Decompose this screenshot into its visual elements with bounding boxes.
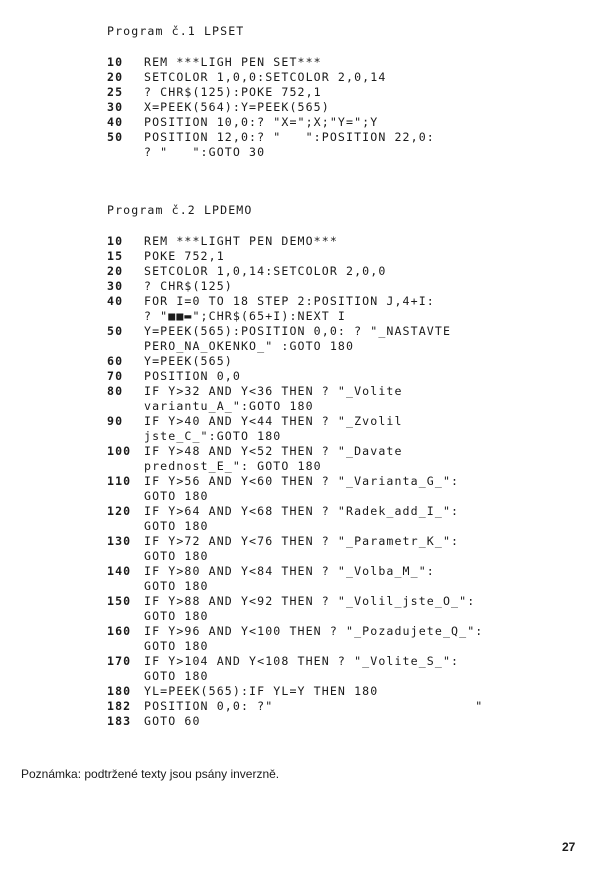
line-number: 100 (107, 444, 132, 458)
line-number: 170 (107, 654, 132, 668)
line-number: 50 (107, 130, 124, 144)
line-code: Y=PEEK(565):POSITION 0,0: ? "_NASTAVTE (144, 324, 452, 338)
line-code: ? CHR$(125) (144, 279, 233, 293)
line-code: IF Y>56 AND Y<60 THEN ? "_Varianta_G_": (144, 474, 460, 488)
code-line (107, 714, 580, 729)
code-line (107, 639, 580, 654)
line-number: 10 (107, 55, 124, 69)
footnote: Poznámka: podtržené texty jsou psány inverzně. (21, 767, 280, 781)
line-number: 20 (107, 70, 124, 84)
code-line (107, 654, 580, 669)
code-line (107, 369, 580, 384)
line-number (107, 579, 144, 594)
code-line (107, 384, 580, 399)
line-code: POSITION 12,0:? " ":POSITION 22,0: (144, 130, 435, 144)
line-number (107, 549, 144, 564)
line-number (107, 339, 144, 354)
code-line (107, 100, 580, 115)
line-code: IF Y>72 AND Y<76 THEN ? "_Parametr_K_": (144, 534, 460, 548)
line-code: variantu_A_":GOTO 180 (144, 399, 314, 413)
line-number (107, 429, 144, 444)
code-line (107, 624, 580, 639)
code-line (107, 324, 580, 339)
line-number (107, 489, 144, 504)
line-code: GOTO 60 (144, 714, 201, 728)
code-line (107, 444, 580, 459)
line-number: 40 (107, 294, 124, 308)
line-code: ? CHR$(125):POKE 752,1 (144, 85, 322, 99)
line-code: GOTO 180 (144, 549, 209, 563)
line-number: 40 (107, 115, 124, 129)
line-code: POSITION 0,0: ?" " (144, 699, 484, 713)
line-number: 160 (107, 624, 132, 638)
line-number (107, 459, 144, 474)
line-code: POSITION 10,0:? "X=";X;"Y=";Y (144, 115, 379, 129)
line-code: jste_C_":GOTO 180 (144, 429, 282, 443)
line-number: 90 (107, 414, 124, 428)
line-number (107, 639, 144, 654)
line-number: 150 (107, 594, 132, 608)
line-number (107, 309, 144, 324)
line-number: 60 (107, 354, 124, 368)
line-number (107, 519, 144, 534)
line-number (107, 145, 144, 160)
code-line (107, 414, 580, 429)
line-number: 120 (107, 504, 132, 518)
code-line (107, 354, 580, 369)
code-line (107, 684, 580, 699)
line-code: IF Y>64 AND Y<68 THEN ? "Radek_add_I_": (144, 504, 460, 518)
code-line (107, 279, 580, 294)
line-code: YL=PEEK(565):IF YL=Y THEN 180 (144, 684, 379, 698)
code-line (107, 249, 580, 264)
code-line (107, 669, 580, 684)
code-line (107, 474, 580, 489)
line-code: PERO_NA_OKENKO_" :GOTO 180 (144, 339, 355, 353)
code-line (107, 70, 580, 85)
line-number: 70 (107, 369, 124, 383)
code-line (107, 579, 580, 594)
line-code: X=PEEK(564):Y=PEEK(565) (144, 100, 330, 114)
line-number: 110 (107, 474, 132, 488)
line-number: 180 (107, 684, 132, 698)
code-line (107, 489, 580, 504)
line-number: 25 (107, 85, 124, 99)
line-code: IF Y>104 AND Y<108 THEN ? "_Volite_S_": (144, 654, 460, 668)
program-2-title: Program č.2 LPDEMO (107, 203, 253, 217)
code-line (107, 459, 580, 474)
line-number: 20 (107, 264, 124, 278)
line-number (107, 609, 144, 624)
line-code: POSITION 0,0 (144, 369, 241, 383)
code-line (107, 564, 580, 579)
line-code: GOTO 180 (144, 489, 209, 503)
line-code: IF Y>48 AND Y<52 THEN ? "_Davate (144, 444, 403, 458)
line-number: 130 (107, 534, 132, 548)
code-line (107, 55, 580, 70)
code-line (107, 519, 580, 534)
code-line (107, 309, 580, 324)
line-code: IF Y>32 AND Y<36 THEN ? "_Volite (144, 384, 403, 398)
line-number: 30 (107, 279, 124, 293)
line-code: REM ***LIGHT PEN DEMO*** (144, 234, 338, 248)
program-1-title: Program č.1 LPSET (107, 24, 245, 38)
code-line (107, 145, 580, 160)
line-number: 10 (107, 234, 124, 248)
line-number: 183 (107, 714, 132, 728)
line-code: ? " ":GOTO 30 (144, 145, 266, 159)
code-line (107, 264, 580, 279)
line-code: GOTO 180 (144, 609, 209, 623)
code-line (107, 504, 580, 519)
page-number: 27 (562, 840, 576, 854)
line-code: prednost_E_": GOTO 180 (144, 459, 322, 473)
code-line (107, 699, 580, 714)
code-line (107, 234, 580, 249)
code-line (107, 534, 580, 549)
line-code: GOTO 180 (144, 669, 209, 683)
code-line (107, 609, 580, 624)
line-code: IF Y>40 AND Y<44 THEN ? "_Zvolil (144, 414, 403, 428)
line-code: IF Y>88 AND Y<92 THEN ? "_Volil_jste_O_": (144, 594, 476, 608)
code-line (107, 429, 580, 444)
line-code: FOR I=0 TO 18 STEP 2:POSITION J,4+I: (144, 294, 435, 308)
line-number: 80 (107, 384, 124, 398)
code-line (107, 130, 580, 145)
program-2-listing (107, 234, 580, 729)
code-line (107, 399, 580, 414)
line-number: 140 (107, 564, 132, 578)
line-number: 50 (107, 324, 124, 338)
line-code: ? "■■▬";CHR$(65+I):NEXT I (144, 309, 347, 323)
line-code: Y=PEEK(565) (144, 354, 233, 368)
line-code: GOTO 180 (144, 579, 209, 593)
line-number (107, 399, 144, 414)
line-code: REM ***LIGH PEN SET*** (144, 55, 322, 69)
line-number: 30 (107, 100, 124, 114)
line-code: GOTO 180 (144, 639, 209, 653)
line-code: GOTO 180 (144, 519, 209, 533)
code-line (107, 115, 580, 130)
line-number (107, 669, 144, 684)
line-code: POKE 752,1 (144, 249, 225, 263)
line-code: IF Y>96 AND Y<100 THEN ? "_Pozadujete_Q_": (144, 624, 484, 638)
line-number: 182 (107, 699, 132, 713)
code-line (107, 85, 580, 100)
program-1-listing (107, 55, 580, 160)
code-line (107, 339, 580, 354)
line-code: SETCOLOR 1,0,0:SETCOLOR 2,0,14 (144, 70, 387, 84)
line-code: SETCOLOR 1,0,14:SETCOLOR 2,0,0 (144, 264, 387, 278)
line-code: IF Y>80 AND Y<84 THEN ? "_Volba_M_": (144, 564, 435, 578)
code-line (107, 594, 580, 609)
code-line (107, 294, 580, 309)
line-number: 15 (107, 249, 124, 263)
code-line (107, 549, 580, 564)
